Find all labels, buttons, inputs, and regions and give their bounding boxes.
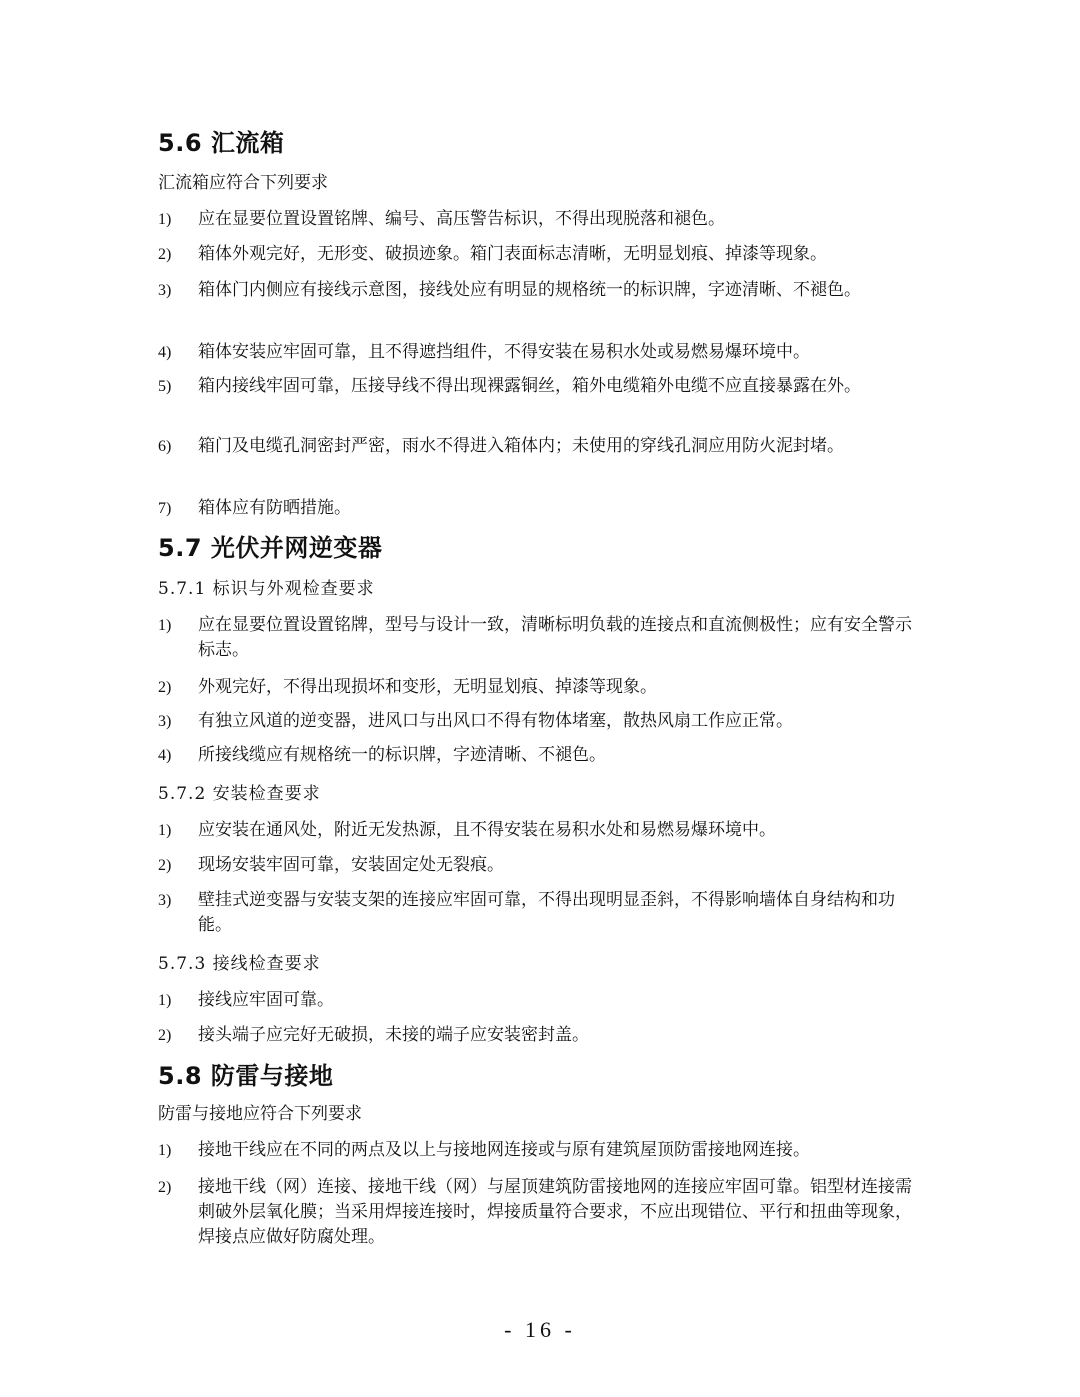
list-item-number: 3): [158, 892, 172, 909]
list-item-text: 应在显要位置设置铭牌、编号、高压警告标识，不得出现脱落和褪色。: [198, 209, 725, 229]
subsection-title-5-7-2: 5.7.2 安装检查要求: [158, 784, 321, 804]
list-item-number: 1): [158, 617, 172, 634]
list-item-text: 外观完好，不得出现损坏和变形，无明显划痕、掉漆等现象。: [198, 677, 657, 697]
list-item-text: 有独立风道的逆变器，进风口与出风口不得有物体堵塞，散热风扇工作应正常。: [198, 711, 793, 731]
list-item-text: 应在显要位置设置铭牌，型号与设计一致，清晰标明负载的连接点和直流侧极性；应有安全警示标志。: [198, 615, 912, 660]
list-item-number: 1): [158, 1142, 172, 1159]
list-item-text: 壁挂式逆变器与安装支架的连接应牢固可靠，不得出现明显歪斜，不得影响墙体自身结构和功能。: [198, 890, 895, 935]
list-item-text: 箱体外观完好，无形变、破损迹象。箱门表面标志清晰，无明显划痕、掉漆等现象。: [198, 244, 827, 264]
list-item-text: 应安装在通风处，附近无发热源，且不得安装在易积水处和易燃易爆环境中。: [198, 820, 776, 840]
list-item-text: 接地干线应在不同的两点及以上与接地网连接或与原有建筑屋顶防雷接地网连接。: [198, 1140, 810, 1160]
list-item-number: 3): [158, 282, 172, 299]
section-heading-5-6: 5.6 汇流箱: [158, 129, 285, 157]
section-heading-5-8: 5.8 防雷与接地: [158, 1062, 334, 1090]
list-item-number: 2): [158, 1027, 172, 1044]
page-number: - 16 -: [504, 1317, 576, 1342]
subsection-title-5-7-1: 5.7.1 标识与外观检查要求: [158, 579, 375, 599]
list-item-number: 2): [158, 1179, 172, 1196]
list-item-number: 4): [158, 747, 172, 764]
list-item-text: 箱体安装应牢固可靠，且不得遮挡组件，不得安装在易积水处或易燃易爆环境中。: [198, 342, 810, 362]
subsection-title-5-7-3: 5.7.3 接线检查要求: [158, 954, 321, 974]
list-item-number: 2): [158, 857, 172, 874]
section-intro-5-6: 汇流箱应符合下列要求: [158, 173, 328, 193]
list-item-number: 2): [158, 246, 172, 263]
section-intro-5-8: 防雷与接地应符合下列要求: [158, 1104, 362, 1124]
list-item-number: 1): [158, 822, 172, 839]
list-item-number: 1): [158, 211, 172, 228]
list-item-number: 4): [158, 344, 172, 361]
list-item-text: 接头端子应完好无破损，未接的端子应安装密封盖。: [198, 1025, 589, 1045]
list-item-text: 箱门及电缆孔洞密封严密，雨水不得进入箱体内；未使用的穿线孔洞应用防火泥封堵。: [198, 436, 844, 456]
section-heading-5-7: 5.7 光伏并网逆变器: [158, 534, 383, 562]
list-item-text: 箱体门内侧应有接线示意图，接线处应有明显的规格统一的标识牌，字迹清晰、不褪色。: [198, 280, 861, 300]
list-item-number: 3): [158, 713, 172, 730]
list-item-text: 箱内接线牢固可靠，压接导线不得出现裸露铜丝，箱外电缆箱外电缆不应直接暴露在外。: [198, 376, 861, 396]
list-item-text: 所接线缆应有规格统一的标识牌，字迹清晰、不褪色。: [198, 745, 606, 765]
list-item-number: 5): [158, 378, 172, 395]
list-item-text: 现场安装牢固可靠，安装固定处无裂痕。: [198, 855, 504, 875]
list-item-number: 2): [158, 679, 172, 696]
list-item-text: 接线应牢固可靠。: [198, 990, 334, 1010]
list-item-text: 接地干线（网）连接、接地干线（网）与屋顶建筑防雷接地网的连接应牢固可靠。铝型材连接需刺破外层氧化膜；当采用焊接连接时，焊接质量符合要求，不应出现错位、平行和扭曲等现象，焊接点应做好防腐处理。: [198, 1177, 912, 1247]
list-item-number: 7): [158, 500, 172, 517]
list-item-number: 1): [158, 992, 172, 1009]
list-item-text: 箱体应有防晒措施。: [198, 498, 351, 518]
list-item-number: 6): [158, 438, 172, 455]
